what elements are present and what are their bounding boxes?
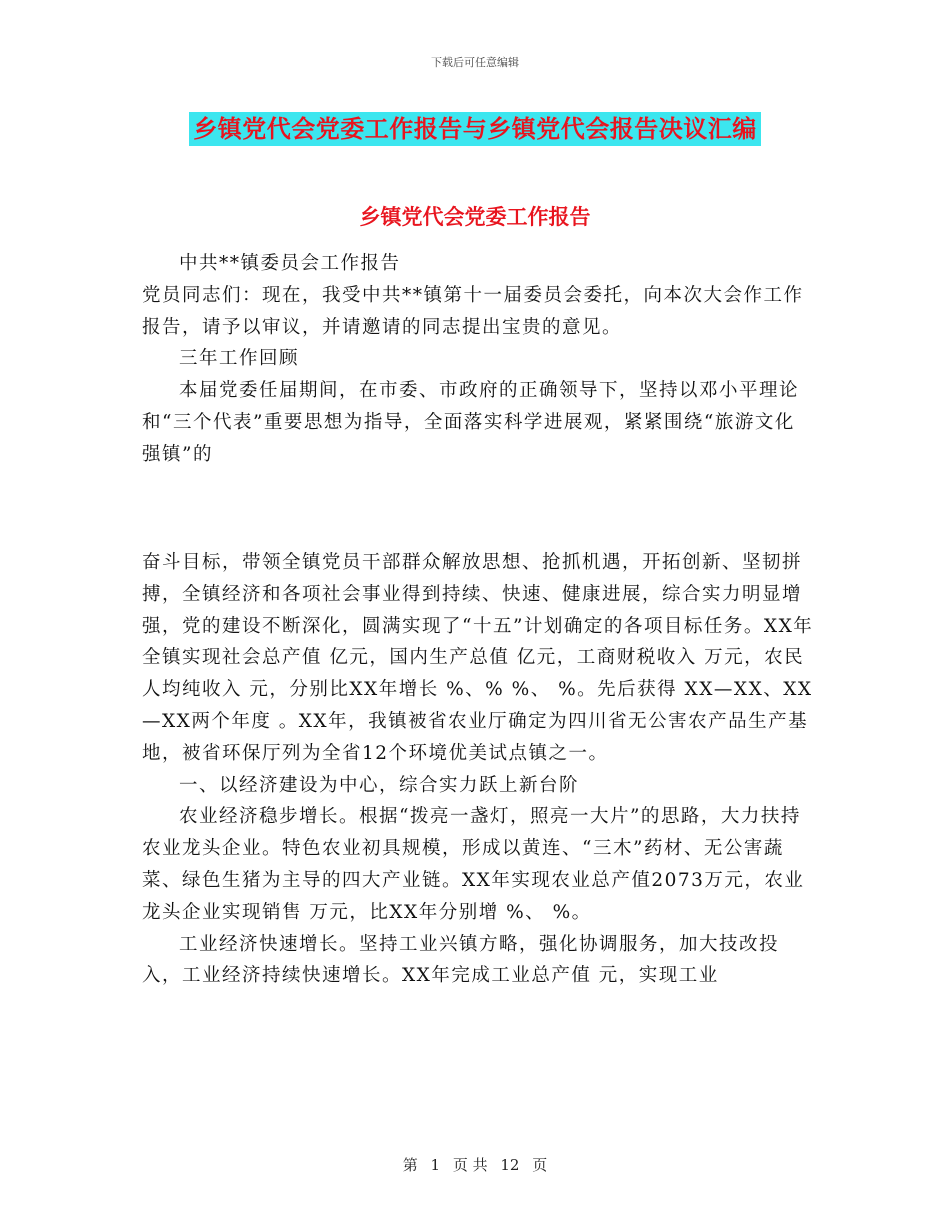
page-number: 1 [430,1156,441,1174]
paragraph: 农业经济稳步增长。根据“拨亮一盏灯，照亮一大片”的思路，大力扶持农业龙头企业。特色农业初具规模，形成以黄连、“三木”药材、无公害蔬菜、绿色生猪为主导的四大产业链。XX年实现农业总产值2073万元，农业龙头企业实现销售 万元，比XX年分别增 %、 %。 [142,806,805,923]
paragraph: 中共**镇委员会工作报告 [179,253,401,274]
paragraph: 党员同志们：现在，我受中共**镇第十一届委员会委托，向本次大会作工作报告，请予以审议，并请邀请的同志提出宝贵的意见。 [142,284,804,338]
paragraph: 本届党委任届期间，在市委、市政府的正确领导下，坚持以邓小平理论和“三个代表”重要思想为指导，全面落实科学进展观，紧紧围绕“旅游文化强镇”的 [142,380,800,465]
paragraph: 三年工作回顾 [179,348,300,370]
page-footer [0,1154,950,1175]
footer-middle: 页 共 [452,1156,488,1174]
document-title: 乡镇党代会党委工作报告与乡镇党代会报告决议汇编 [189,112,761,146]
paragraph: 工业经济快速增长。坚持工业兴镇方略，强化协调服务，加大技改投入，工业经济持续快速增长。XX年完成工业总产值 元，实现工业 [142,933,780,987]
footer-prefix: 第 [402,1156,418,1174]
paragraph: 奋斗目标，带领全镇党员干部群众解放思想、抢抓机遇，开拓创新、坚韧拼搏，全镇经济和各项社会事业得到持续、快速、健康进展，综合实力明显增强，党的建设不断深化，圆满实现了“十五”计划确定的各项目标任务。XX年全镇实现社会总产值 亿元，国内生产总值 亿元，工商财税收入 万元，农民人均纯收入 元，分别比XX年增长 %、% %、 %。先后获得 XX—XX、XX—XX两个年度 。XX年，我镇被省农业厅确定为四川省无公害农产品生产基地，被省环保厅列为全省12个环境优美试点镇之一。 [142,552,814,764]
page-total: 12 [500,1156,520,1174]
footer-suffix: 页 [532,1156,548,1174]
body-block-bottom [142,547,814,992]
paragraph: 一、以经济建设为中心，综合实力跃上新台阶 [179,774,580,796]
body-block-top [142,248,814,471]
section-title: 乡镇党代会党委工作报告 [359,204,591,229]
header-note: 下载后可任意编辑 [431,56,519,69]
